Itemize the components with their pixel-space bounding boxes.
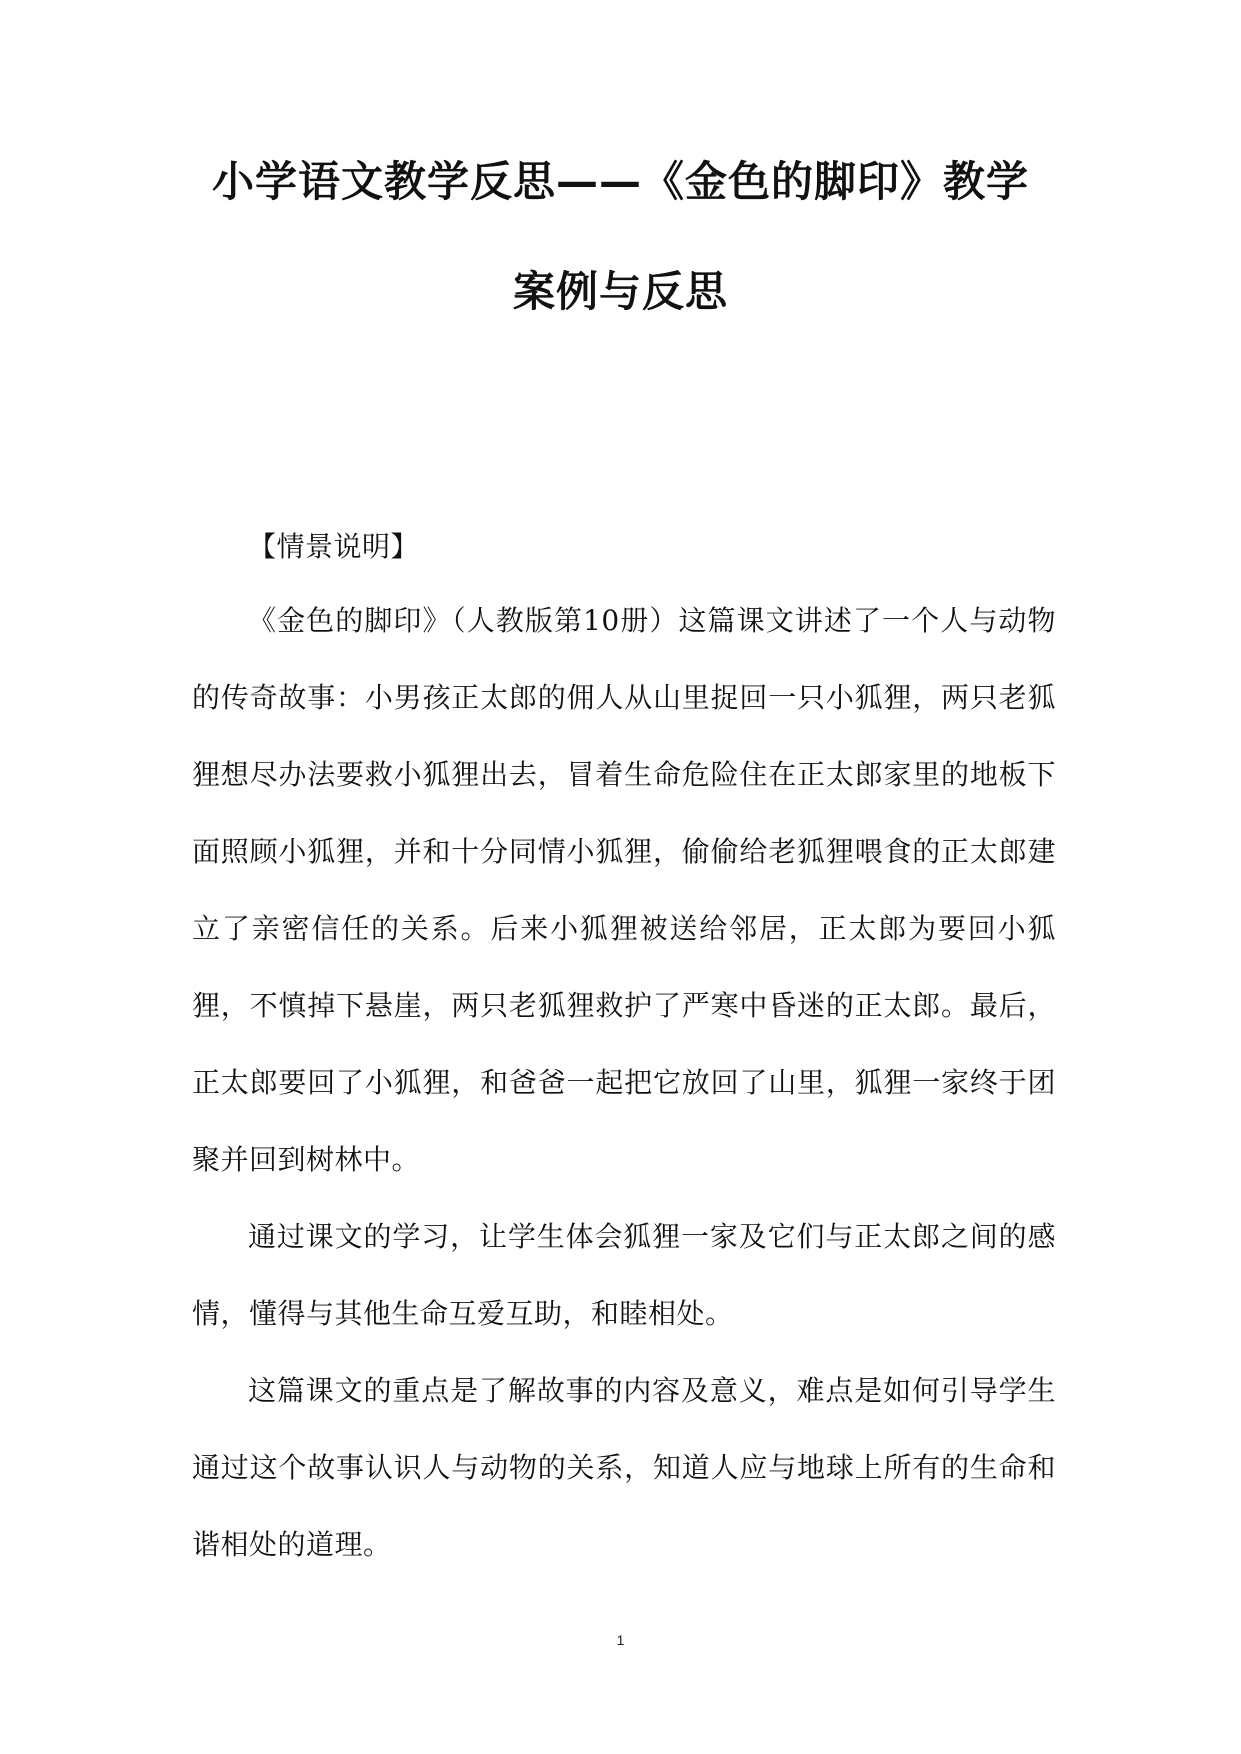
document-title-line-2: 案例与反思	[512, 267, 728, 316]
page-number: 1	[616, 1632, 625, 1648]
paragraph-2: 通过课文的学习，让学生体会狐狸一家及它们与正太郎之间的感情，懂得与其他生命互爱互助，和睦相处。	[192, 1220, 1056, 1330]
section-heading-container	[192, 508, 1056, 585]
paragraph-3: 这篇课文的重点是了解故事的内容及意义，难点是如何引导学生通过这个故事认识人与动物的关系，知道人应与地球上所有的生命和谐相处的道理。	[192, 1374, 1056, 1561]
paragraph-1: 《金色的脚印》（人教版第10册）这篇课文讲述了一个人与动物的传奇故事：小男孩正太郎的佣人从山里捉回一只小狐狸，两只老狐狸想尽办法要救小狐狸出去，冒着生命危险住在正太郎家里的地板下面照顾小狐狸，并和十分同情小狐狸，偷偷给老狐狸喂食的正太郎建立了亲密信任的关系。后来小狐狸被送给邻居，正太郎为要回小狐狸，不慎掉下悬崖，两只老狐狸救护了严寒中昏迷的正太郎。最后，正太郎要回了小狐狸，和爸爸一起把它放回了山里，狐狸一家终于团聚并回到树林中。	[192, 604, 1056, 1176]
document-title-line-1: 小学语文教学反思——《金色的脚印》教学	[211, 157, 1029, 206]
section-heading: 【情景说明】	[248, 530, 420, 563]
document-body	[192, 582, 1056, 1583]
